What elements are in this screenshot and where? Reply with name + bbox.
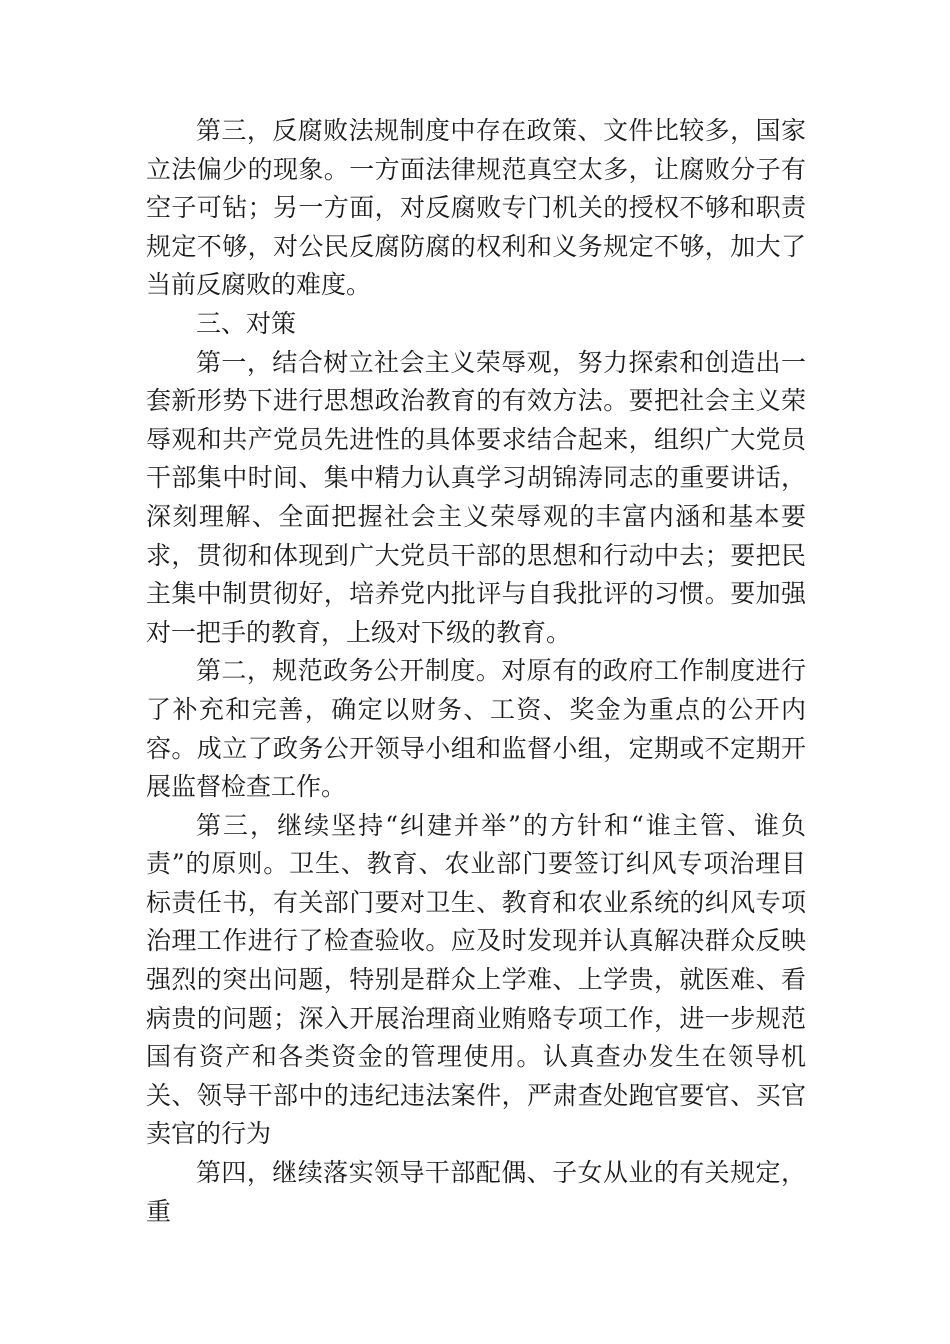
paragraph-countermeasure-4: 第四，继续落实领导干部配偶、子女从业的有关规定，重 xyxy=(146,1158,806,1226)
paragraph-countermeasure-2: 第二，规范政务公开制度。对原有的政府工作制度进行了补充和完善，确定以财务、工资、奖金为重点的公开内容。成立了政务公开领导小组和监督小组，定期或不定期开展监督检查工作。 xyxy=(146,656,806,802)
document-body xyxy=(146,112,806,1231)
paragraph-anti-corruption-laws: 第三，反腐败法规制度中存在政策、文件比较多，国家立法偏少的现象。一方面法律规范真空太多，让腐败分子有空子可钻；另一方面，对反腐败专门机关的授权不够和职责规定不够，对公民反腐防腐的权利和义务规定不够，加大了当前反腐败的难度。 xyxy=(146,116,806,300)
paragraph-countermeasure-1: 第一，结合树立社会主义荣辱观，努力探索和创造出一套新形势下进行思想政治教育的有效方法。要把社会主义荣辱观和共产党员先进性的具体要求结合起来，组织广大党员干部集中时间、集中精力认真学习胡锦涛同志的重要讲话，深刻理解、全面把握社会主义荣辱观的丰富内涵和基本要求，贯彻和体现到广大党员干部的思想和行动中去；要把民主集中制贯彻好，培养党内批评与自我批评的习惯。要加强对一把手的教育，上级对下级的教育。 xyxy=(146,347,806,647)
paragraph-countermeasure-3: 第三，继续坚持“纠建并举”的方针和“谁主管、谁负责”的原则。卫生、教育、农业部门要签订纠风专项治理目标责任书，有关部门要对卫生、教育和农业系统的纠风专项治理工作进行了检查验收。应及时发现并认真解决群众反映强烈的突出问题，特别是群众上学难、上学贵，就医难、看病贵的问题；深入开展治理商业贿赂专项工作，进一步规范国有资产和各类资金的管理使用。认真查办发生在领导机关、领导干部中的违纪违法案件，严肃查处跑官要官、买官卖官的行为 xyxy=(146,810,806,1149)
section-heading-countermeasures: 三、对策 xyxy=(196,308,297,338)
